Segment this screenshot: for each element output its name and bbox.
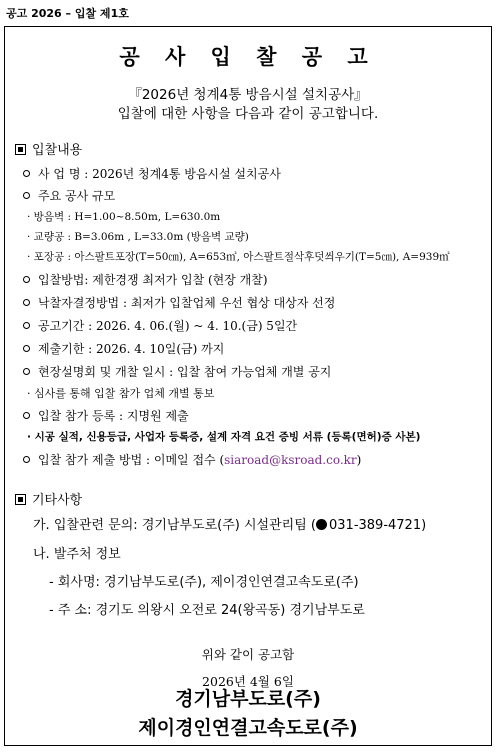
registration-note: · 시공 실적, 신용등급, 사업자 등록증, 설계 자격 요건 증빙 서류 (등록(면허)증 사본): [27, 431, 421, 443]
notice-period: 공고기간 : 2026. 4. 06.(월) ~ 4. 10.(금) 5일간: [23, 317, 297, 334]
circle-bullet-icon: [23, 456, 30, 463]
circle-bullet-icon: [23, 368, 30, 375]
circle-bullet-icon: [23, 299, 30, 306]
company-names: - 회사명: 경기남부도로(주), 제이경인연결고속도로(주): [49, 575, 359, 590]
project-subtitle: 『2026년 청계4통 방음시설 설치공사』: [128, 87, 368, 103]
notice-date: 2026년 4월 6일: [202, 674, 294, 689]
section-bid-details-heading: 입찰내용: [15, 139, 82, 158]
circle-bullet-icon: [23, 192, 30, 199]
submission-deadline: 제출기한 : 2026. 4. 10일(금) 까지: [23, 340, 224, 357]
filled-square-icon: [15, 494, 26, 505]
intro-text: 입찰에 대한 사항을 다음과 같이 공고합니다.: [117, 106, 379, 122]
phone-icon: [316, 519, 327, 530]
circle-bullet-icon: [23, 322, 30, 329]
scope-item: · 포장공 : 아스팔트포장(T=50㎝), A=653㎡, 아스팔트절삭후덧씌우기(T=5㎝), A=939㎡: [27, 251, 450, 263]
section-other-heading: 기타사항: [15, 489, 82, 508]
submission-method: 입찰 참가 제출 방법 : 이메일 접수 (siaroad@ksroad.co.kr): [23, 451, 361, 468]
contact-email-link[interactable]: siaroad@ksroad.co.kr: [224, 453, 357, 467]
briefing-note: · 심사를 통해 입찰 참가 업체 개별 통보: [27, 387, 215, 400]
issuer-name-2: 제이경인연결고속도로(주): [138, 717, 358, 739]
project-name: 사 업 명 : 2026년 청계4통 방음시설 설치공사: [23, 165, 281, 182]
scope-item: · 교량공 : B=3.06m , L=33.0m (방음벽 교량): [27, 231, 249, 243]
company-address: - 주 소: 경기도 의왕시 오전로 24(왕곡동) 경기남부도로: [49, 603, 365, 618]
scope-item: · 방음벽 : H=1.00~8.50m, L=630.0m: [27, 211, 221, 223]
inquiry-contact: 가. 입찰관련 문의: 경기남부도로(주) 시설관리팀 ( 031-389-4721): [33, 518, 427, 533]
notice-number: 공고 2026 – 입찰 제1호: [6, 7, 129, 20]
scope-title: 주요 공사 규모: [23, 187, 115, 204]
bid-registration: 입찰 참가 등록 : 지명원 제출: [23, 407, 189, 424]
circle-bullet-icon: [23, 345, 30, 352]
closing-statement: 위와 같이 공고함: [201, 647, 295, 662]
circle-bullet-icon: [23, 412, 30, 419]
notice-frame: [4, 26, 492, 746]
bid-method: 입찰방법: 제한경쟁 최저가 입찰 (현장 개찰): [23, 271, 268, 288]
circle-bullet-icon: [23, 276, 30, 283]
notice-title: 공 사 입 찰 공 고: [119, 45, 377, 69]
award-method: 낙찰자결정방법 : 최저가 입찰업체 우선 협상 대상자 선정: [23, 294, 335, 311]
filled-square-icon: [15, 144, 26, 155]
orderer-info-title: 나. 발주처 정보: [33, 547, 121, 562]
circle-bullet-icon: [23, 170, 30, 177]
site-briefing: 현장설명회 및 개찰 일시 : 입찰 참여 가능업체 개별 공지: [23, 363, 331, 380]
issuer-name-1: 경기남부도로(주): [175, 688, 321, 710]
